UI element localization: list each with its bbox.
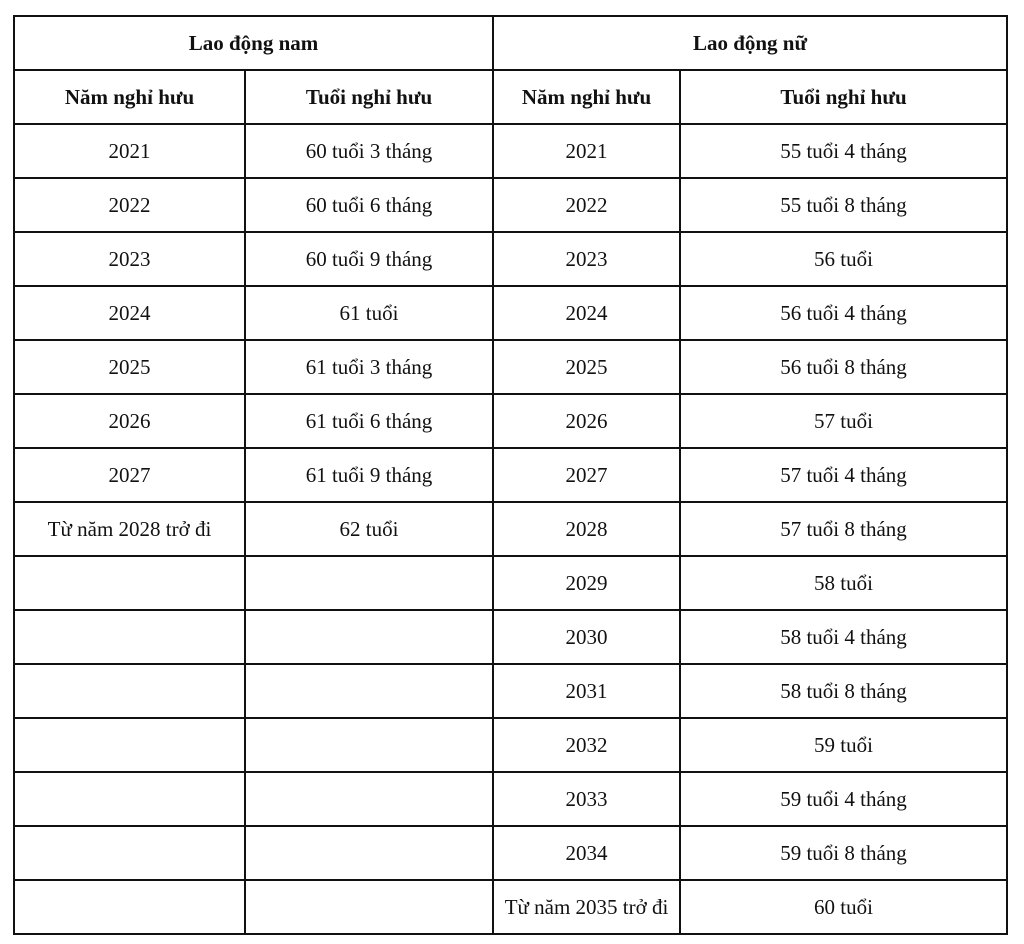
female-group-header: Lao động nữ	[493, 16, 1007, 70]
male-year-cell	[14, 610, 245, 664]
female-age-cell: 56 tuổi 4 tháng	[680, 286, 1007, 340]
female-year-cell: 2030	[493, 610, 680, 664]
male-year-column-header: Năm nghỉ hưu	[14, 70, 245, 124]
female-year-cell: 2029	[493, 556, 680, 610]
male-age-cell	[245, 556, 493, 610]
column-header-row	[14, 70, 1007, 124]
male-age-cell	[245, 610, 493, 664]
female-age-cell: 59 tuổi 8 tháng	[680, 826, 1007, 880]
female-year-cell: 2022	[493, 178, 680, 232]
female-age-cell: 58 tuổi	[680, 556, 1007, 610]
table-row	[14, 340, 1007, 394]
male-year-cell: 2025	[14, 340, 245, 394]
table-body	[14, 124, 1007, 934]
male-year-cell: Từ năm 2028 trở đi	[14, 502, 245, 556]
female-year-cell: 2032	[493, 718, 680, 772]
table-row	[14, 718, 1007, 772]
male-year-cell	[14, 826, 245, 880]
male-group-header: Lao động nam	[14, 16, 493, 70]
female-year-cell: 2021	[493, 124, 680, 178]
table-header	[14, 16, 1007, 124]
table-row	[14, 448, 1007, 502]
table-row	[14, 664, 1007, 718]
female-year-cell: 2028	[493, 502, 680, 556]
male-year-cell	[14, 772, 245, 826]
male-age-cell: 60 tuổi 9 tháng	[245, 232, 493, 286]
male-age-cell	[245, 826, 493, 880]
female-age-cell: 57 tuổi	[680, 394, 1007, 448]
male-year-cell	[14, 664, 245, 718]
male-year-cell: 2023	[14, 232, 245, 286]
male-age-cell: 61 tuổi 3 tháng	[245, 340, 493, 394]
male-year-cell: 2027	[14, 448, 245, 502]
table-row	[14, 124, 1007, 178]
male-year-cell	[14, 556, 245, 610]
female-age-cell: 56 tuổi 8 tháng	[680, 340, 1007, 394]
male-year-cell	[14, 880, 245, 934]
table-row	[14, 772, 1007, 826]
female-year-cell: 2024	[493, 286, 680, 340]
retirement-age-table	[13, 15, 1008, 935]
male-age-cell: 60 tuổi 3 tháng	[245, 124, 493, 178]
female-age-cell: 59 tuổi	[680, 718, 1007, 772]
female-age-cell: 60 tuổi	[680, 880, 1007, 934]
female-year-cell: 2027	[493, 448, 680, 502]
male-age-cell: 61 tuổi 6 tháng	[245, 394, 493, 448]
male-age-cell: 61 tuổi 9 tháng	[245, 448, 493, 502]
male-year-cell: 2021	[14, 124, 245, 178]
table-row	[14, 178, 1007, 232]
female-year-column-header: Năm nghỉ hưu	[493, 70, 680, 124]
female-age-cell: 58 tuổi 4 tháng	[680, 610, 1007, 664]
male-age-column-header: Tuổi nghỉ hưu	[245, 70, 493, 124]
table-row	[14, 394, 1007, 448]
female-age-cell: 57 tuổi 8 tháng	[680, 502, 1007, 556]
male-year-cell: 2026	[14, 394, 245, 448]
female-year-cell: 2034	[493, 826, 680, 880]
male-age-cell	[245, 664, 493, 718]
male-age-cell: 61 tuổi	[245, 286, 493, 340]
female-year-cell: 2026	[493, 394, 680, 448]
male-age-cell	[245, 880, 493, 934]
female-age-cell: 55 tuổi 4 tháng	[680, 124, 1007, 178]
female-age-cell: 56 tuổi	[680, 232, 1007, 286]
table-row	[14, 826, 1007, 880]
table-row	[14, 502, 1007, 556]
male-year-cell: 2022	[14, 178, 245, 232]
table-row	[14, 232, 1007, 286]
female-age-cell: 55 tuổi 8 tháng	[680, 178, 1007, 232]
table-row	[14, 286, 1007, 340]
female-year-cell: 2031	[493, 664, 680, 718]
male-age-cell: 62 tuổi	[245, 502, 493, 556]
group-header-row	[14, 16, 1007, 70]
table-row	[14, 556, 1007, 610]
female-age-cell: 57 tuổi 4 tháng	[680, 448, 1007, 502]
male-age-cell: 60 tuổi 6 tháng	[245, 178, 493, 232]
male-year-cell: 2024	[14, 286, 245, 340]
female-year-cell: Từ năm 2035 trở đi	[493, 880, 680, 934]
female-year-cell: 2025	[493, 340, 680, 394]
table-row	[14, 880, 1007, 934]
female-age-column-header: Tuổi nghỉ hưu	[680, 70, 1007, 124]
female-age-cell: 58 tuổi 8 tháng	[680, 664, 1007, 718]
male-year-cell	[14, 718, 245, 772]
male-age-cell	[245, 718, 493, 772]
female-year-cell: 2033	[493, 772, 680, 826]
table-row	[14, 610, 1007, 664]
female-age-cell: 59 tuổi 4 tháng	[680, 772, 1007, 826]
male-age-cell	[245, 772, 493, 826]
female-year-cell: 2023	[493, 232, 680, 286]
